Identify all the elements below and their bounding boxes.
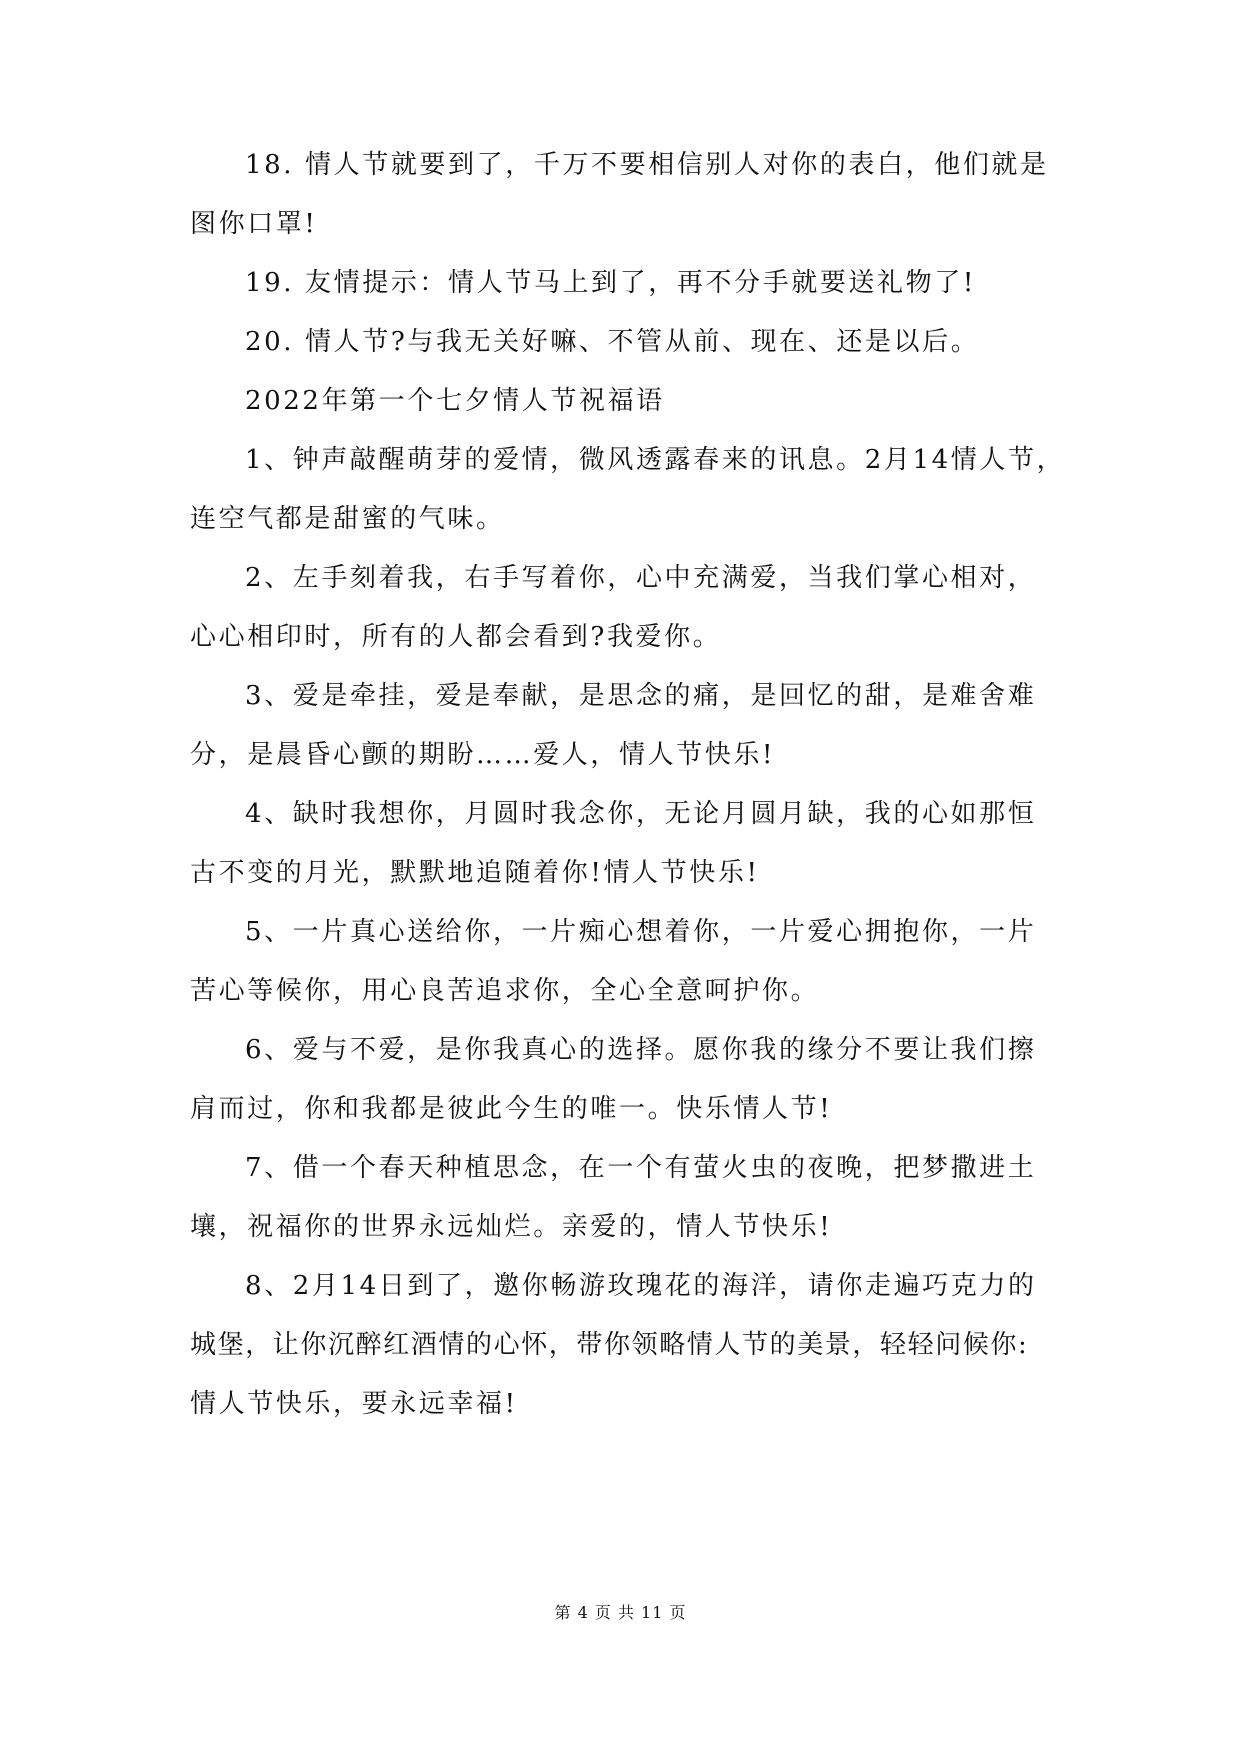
text-line: 2、左手刻着我，右手写着你，心中充满爱，当我们掌心相对， bbox=[245, 563, 1037, 593]
text-line: 古不变的月光，默默地追随着你!情人节快乐! bbox=[190, 858, 760, 888]
text-line: 18. 情人节就要到了，千万不要相信别人对你的表白，他们就是 bbox=[245, 150, 1049, 180]
page-number-footer: 第 4 页 共 11 页 bbox=[554, 1603, 687, 1622]
text-line: 图你口罩! bbox=[190, 209, 318, 239]
text-line: 城堡，让你沉醉红酒情的心怀，带你领略情人节的美景，轻轻问候你: bbox=[190, 1330, 1029, 1360]
text-line: 3、爱是牵挂，爱是奉献，是思念的痛，是回忆的甜，是难舍难 bbox=[245, 681, 1037, 711]
text-line: 5、一片真心送给你，一片痴心想着你，一片爱心拥抱你，一片 bbox=[245, 917, 1037, 947]
text-line: 7、借一个春天种植思念，在一个有萤火虫的夜晚，把梦撒进土 bbox=[245, 1153, 1037, 1183]
text-line: 连空气都是甜蜜的气味。 bbox=[190, 504, 505, 534]
text-line: 分，是晨昏心颤的期盼……爱人，情人节快乐! bbox=[190, 740, 776, 770]
text-line: 6、爱与不爱，是你我真心的选择。愿你我的缘分不要让我们擦 bbox=[245, 1035, 1037, 1065]
text-line: 20. 情人节?与我无关好嘛、不管从前、现在、还是以后。 bbox=[245, 327, 980, 357]
text-line: 情人节快乐，要永远幸福! bbox=[190, 1389, 518, 1419]
text-line: 心心相印时，所有的人都会看到?我爱你。 bbox=[190, 622, 722, 652]
text-line: 4、缺时我想你，月圆时我念你，无论月圆月缺，我的心如那恒 bbox=[245, 799, 1037, 829]
section-heading: 2022年第一个七夕情人节祝福语 bbox=[245, 386, 665, 416]
text-line: 19. 友情提示：情人节马上到了，再不分手就要送礼物了! bbox=[245, 268, 976, 298]
text-line: 1、钟声敲醒萌芽的爱情，微风透露春来的讯息。2月14情人节， bbox=[245, 445, 1066, 475]
text-line: 肩而过，你和我都是彼此今生的唯一。快乐情人节! bbox=[190, 1094, 833, 1124]
text-line: 壤，祝福你的世界永远灿烂。亲爱的，情人节快乐! bbox=[190, 1212, 833, 1242]
text-line: 8、2月14日到了，邀你畅游玫瑰花的海洋，请你走遍巧克力的 bbox=[245, 1271, 1037, 1301]
text-line: 苦心等候你，用心良苦追求你，全心全意呵护你。 bbox=[190, 976, 820, 1006]
